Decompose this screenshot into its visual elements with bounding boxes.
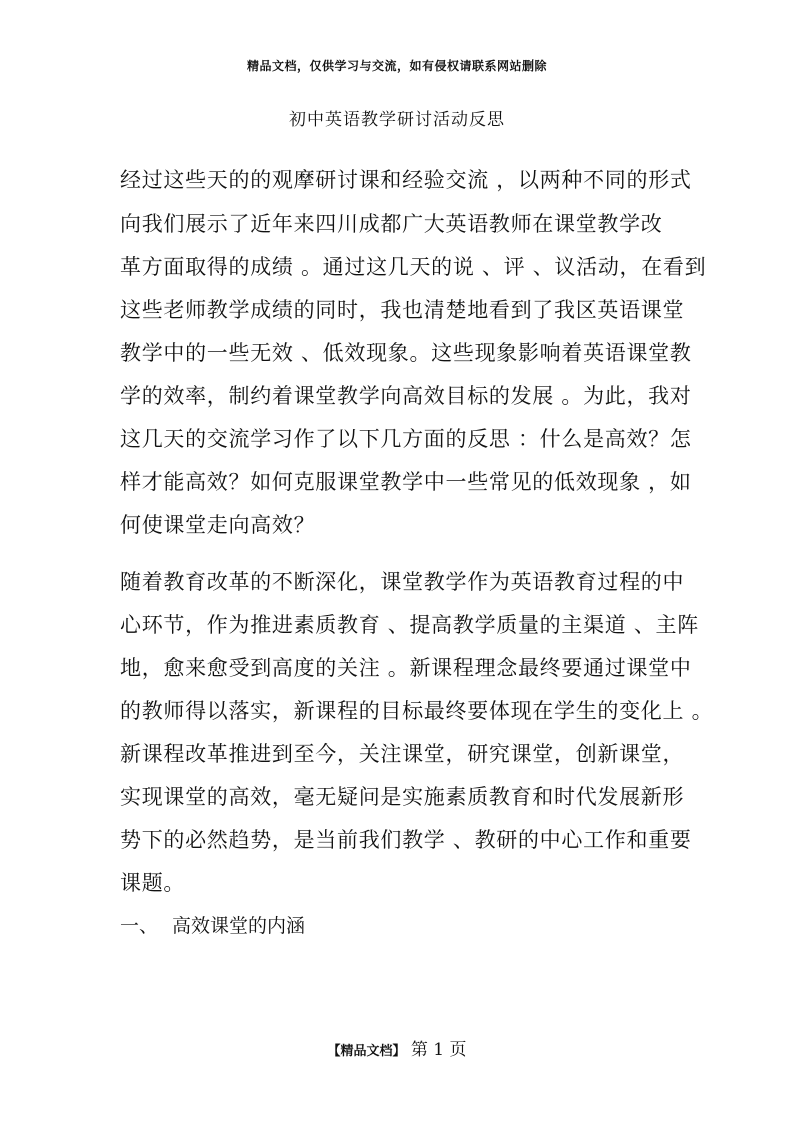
section-number: 一、: [120, 915, 159, 937]
page-prefix: 第: [410, 1040, 428, 1060]
section-title: 高效课堂的内涵: [172, 915, 306, 937]
paragraph-line: 这几天的交流学习作了以下几方面的反思 ：什么是高效？怎: [120, 427, 692, 451]
paragraph-line: 新课程改革推进到至今，关注课堂，研究课堂，创新课堂，: [120, 742, 685, 766]
page-footer: [0, 1035, 794, 1060]
paragraph-line: 课题。: [120, 871, 186, 895]
header-note: 精品文档，仅供学习与交流，如有侵权请联系网站删除: [246, 59, 547, 73]
paragraph-line: 的教师得以落实，新课程的目标最终要体现在学生的变化上 。: [120, 699, 714, 723]
section-heading: [120, 912, 305, 940]
paragraph-line: 样才能高效？如何克服课堂教学中一些常见的低效现象 ，如: [120, 470, 692, 494]
paragraph-line: 随着教育改革的不断深化，课堂教学作为英语教育过程的中: [120, 570, 685, 594]
paragraph-line: 势下的必然趋势，是当前我们教学 、教研的中心工作和重要: [120, 828, 692, 852]
paragraph-line: 向我们展示了近年来四川成都广大英语教师在课堂教学改: [120, 212, 663, 236]
paragraph-line: 教学中的一些无效 、低效现象。这些现象影响着英语课堂教: [120, 341, 692, 365]
paragraph-line: 这些老师教学成绩的同时，我也清楚地看到了我区英语课堂: [120, 298, 685, 322]
paragraph-line: 地，愈来愈受到高度的关注 。新课程理念最终要通过课堂中: [120, 656, 692, 680]
paragraph-line: 经过这些天的的观摩研讨课和经验交流 ，以两种不同的形式: [120, 168, 692, 192]
paragraph-line: 何使课堂走向高效？: [120, 513, 316, 537]
paragraph-line: 实现课堂的高效，毫无疑问是实施素质教育和时代发展新形: [120, 785, 685, 809]
paragraph-line: 革方面取得的成绩 。通过这几天的说 、评 、议活动，在看到: [120, 255, 707, 279]
page-number: 1: [433, 1040, 445, 1060]
paragraph-line: 学的效率，制约着课堂教学向高效目标的发展 。为此，我对: [120, 384, 692, 408]
paragraph-line: 心环节，作为推进素质教育 、提高教学质量的主渠道 、主阵: [120, 613, 699, 637]
document-title: 初中英语教学研讨活动反思: [289, 110, 505, 130]
page-suffix: 页: [449, 1040, 467, 1060]
footer-tag: 【精品文档】: [327, 1044, 406, 1059]
